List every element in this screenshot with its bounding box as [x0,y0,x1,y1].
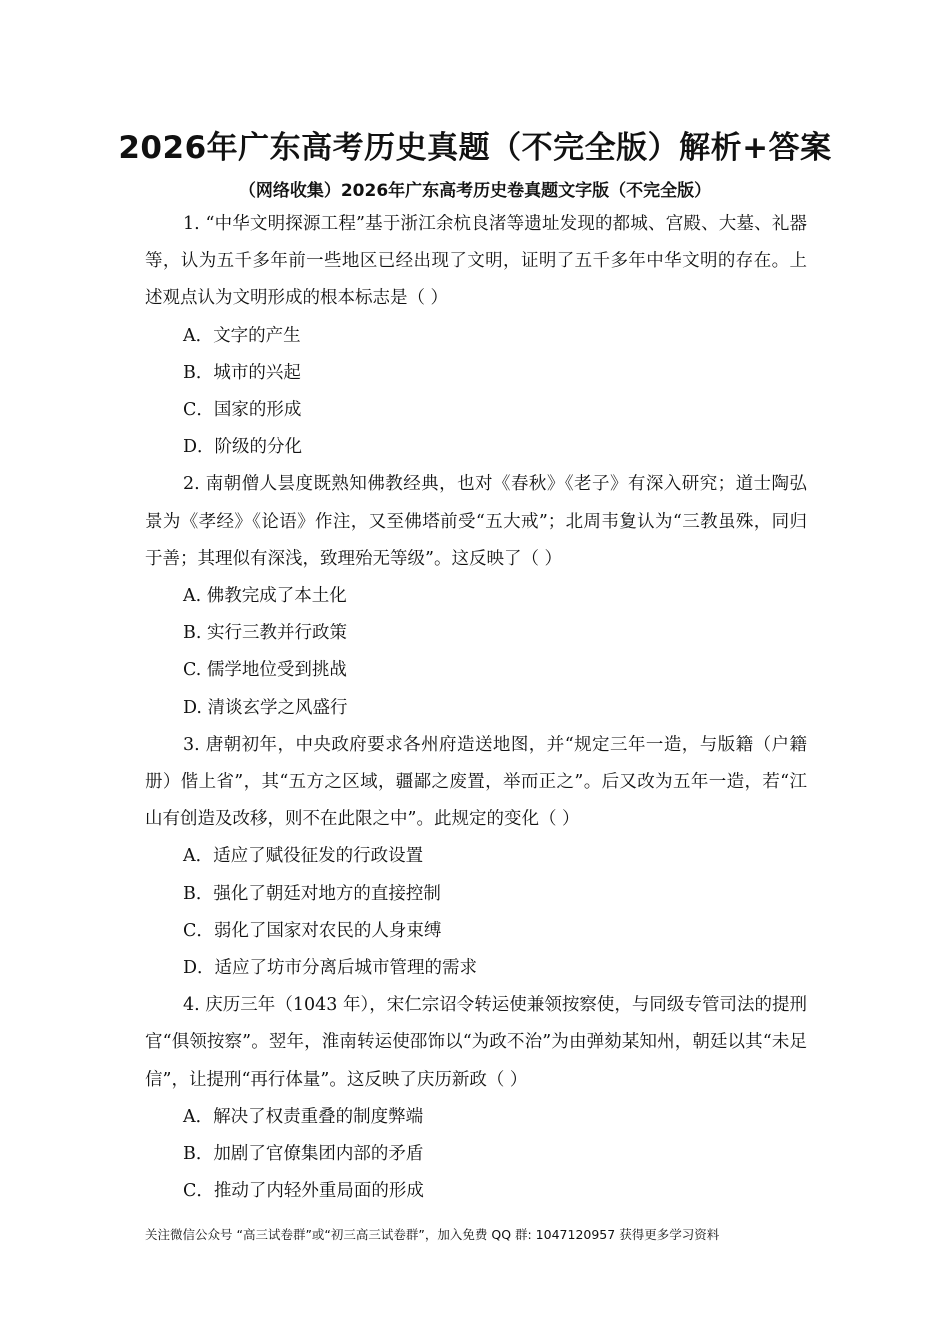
option-c: C．国家的形成 [183,400,302,421]
option-a: A. 佛教完成了本土化 [183,586,347,607]
option-a: A．适应了赋役征发的行政设置 [183,846,424,867]
question-stem: 4. 庆历三年（1043 年），宋仁宗诏令转运使兼领按察使，与同级专管司法的提刑官“俱领按察”。翌年，淮南转运使邵饰以“为政不治”为由弹劾某知州，朝廷以其“未足信”，让提刑“再行体量”。这反映了庆历新政（ ） [145,995,807,1090]
option-b: B．城市的兴起 [183,362,301,383]
question-3 [145,727,807,987]
question-2 [145,466,807,726]
option-d: D．阶级的分化 [183,437,303,458]
option-d: D. 清谈玄学之风盛行 [183,697,348,718]
question-list [145,206,807,1210]
option-c: C．弱化了国家对农民的人身束缚 [183,920,442,941]
option-b: B．加剧了官僚集团内部的矛盾 [183,1144,424,1165]
page-footer: 关注微信公众号 “高三试卷群”或“初三高三试卷群”，加入免费 QQ 群: 1047120957 获得更多学习资料 [145,1227,720,1242]
option-b: B．强化了朝廷对地方的直接控制 [183,883,441,904]
question-stem: 2. 南朝僧人昙度既熟知佛教经典，也对《春秋》《老子》有深入研究；道士陶弘景为《孝经》《论语》作注，又至佛塔前受“五大戒”；北周韦夐认为“三教虽殊，同归于善；其理似有深浅，致理殆无等级”。这反映了（ ） [145,474,807,569]
option-b: B. 实行三教并行政策 [183,623,347,644]
option-a: A．解决了权责重叠的制度弊端 [183,1106,424,1127]
question-stem: 3. 唐朝初年，中央政府要求各州府造送地图，并“规定三年一造，与版籍（户籍册）偕上省”，其“五方之区域，疆鄙之废置，举而正之”。后又改为五年一造，若“江山有创造及改移，则不在此限之中”。此规定的变化（ ） [145,734,807,830]
document-title: 2026年广东高考历史真题（不完全版）解析+答案 [118,130,832,166]
question-stem: 1. “中华文明探源工程”基于浙江余杭良渚等遗址发现的都城、宫殿、大墓、礼器等，认为五千多年前一些地区已经出现了文明，证明了五千多年中华文明的存在。上述观点认为文明形成的根本标志是（ ） [145,214,807,309]
question-1 [145,206,807,466]
document-subtitle: （网络收集）2026年广东高考历史卷真题文字版（不完全版） [238,181,712,201]
option-c: C．推动了内轻外重局面的形成 [183,1181,424,1202]
option-d: D．适应了坊市分离后城市管理的需求 [183,958,478,979]
option-a: A．文字的产生 [183,325,301,346]
question-4 [145,987,807,1210]
option-c: C. 儒学地位受到挑战 [183,660,347,681]
